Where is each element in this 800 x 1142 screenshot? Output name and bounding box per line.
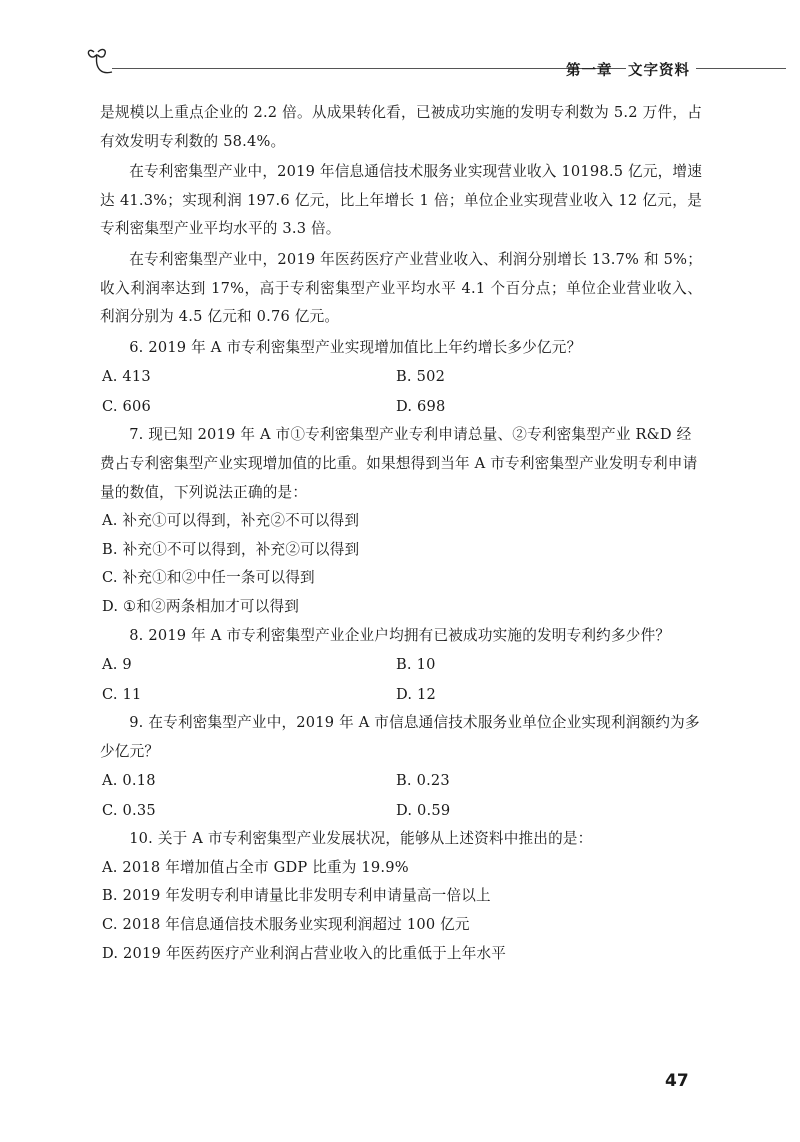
question-stem: 7. 现已知 2019 年 A 市①专利密集型产业专利申请总量、②专利密集型产业 R&D 经费占专利密集型产业实现增加值的比重。如果想得到当年 A 市专利密集型产业发明专利申请量的数值，下列说法正确的是：: [100, 426, 698, 501]
option-a: A. 413: [102, 368, 151, 386]
option-d: D. ①和②两条相加才可以得到: [102, 597, 300, 615]
paragraph-continuation: 是规模以上重点企业的 2.2 倍。从成果转化看，已被成功实施的发明专利数为 5.2 万件，占有效发明专利数的 58.4%。: [100, 104, 702, 150]
paragraph-pharma-medical: 在专利密集型产业中，2019 年医药医疗产业营业收入、利润分别增长 13.7% 和 5%；收入利润率达到 17%，高于专利密集型产业平均水平 4.1 个百分点；单位企业营业收入、利润分别为 4.5 亿元和 0.76 亿元。: [100, 250, 702, 326]
option-a: A. 2018 年增加值占全市 GDP 比重为 19.9%: [102, 858, 409, 876]
question-6: [100, 334, 702, 422]
question-stem: 9. 在专利密集型产业中，2019 年 A 市信息通信技术服务业单位企业实现利润额约为多少亿元？: [100, 714, 700, 760]
option-c: C. 2018 年信息通信技术服务业实现利润超过 100 亿元: [102, 916, 470, 934]
option-d: D. 2019 年医药医疗产业利润占营业收入的比重低于上年水平: [102, 944, 507, 962]
option-c: C. 补充①和②中任一条可以得到: [102, 569, 315, 587]
question-7: [100, 421, 702, 621]
question-stem: 10. 关于 A 市专利密集型产业发展状况，能够从上述资料中推出的是：: [129, 830, 593, 848]
page-body: [100, 99, 702, 968]
option-c: C. 11: [102, 685, 142, 703]
header-rule-right: [696, 68, 786, 69]
question-stem: 6. 2019 年 A 市专利密集型产业实现增加值比上年约增长多少亿元？: [129, 338, 582, 356]
option-d: D. 698: [396, 397, 446, 415]
option-b: B. 补充①不可以得到，补充②可以得到: [102, 540, 360, 558]
question-10: [100, 825, 702, 968]
question-9: [100, 709, 702, 825]
option-c: C. 606: [102, 397, 151, 415]
leaf-ornament-icon: [86, 46, 114, 76]
option-a: A. 补充①可以得到，补充②不可以得到: [102, 512, 360, 530]
option-a: A. 0.18: [102, 772, 156, 790]
option-b: B. 10: [396, 656, 436, 674]
option-b: B. 502: [396, 368, 446, 386]
option-b: B. 2019 年发明专利申请量比非发明专利申请量高一倍以上: [102, 887, 491, 905]
question-8: [100, 622, 702, 710]
option-b: B. 0.23: [396, 772, 450, 790]
header-rule-left: [112, 68, 626, 69]
option-d: D. 12: [396, 685, 437, 703]
running-header: [86, 46, 786, 80]
option-a: A. 9: [102, 656, 132, 674]
paragraph-ict-services: 在专利密集型产业中，2019 年信息通信技术服务业实现营业收入 10198.5 亿元，增速达 41.3%；实现利润 197.6 亿元，比上年增长 1 倍；单位企业实现营业收入 12 亿元，是专利密集型产业平均水平的 3.3 倍。: [100, 163, 703, 238]
question-stem: 8. 2019 年 A 市专利密集型产业企业户均拥有已被成功实施的发明专利约多少件？: [129, 626, 671, 644]
option-d: D. 0.59: [396, 801, 451, 819]
option-c: C. 0.35: [102, 801, 156, 819]
page-number: 47: [665, 1071, 689, 1091]
chapter-title: 第一章 文字资料: [566, 63, 690, 79]
